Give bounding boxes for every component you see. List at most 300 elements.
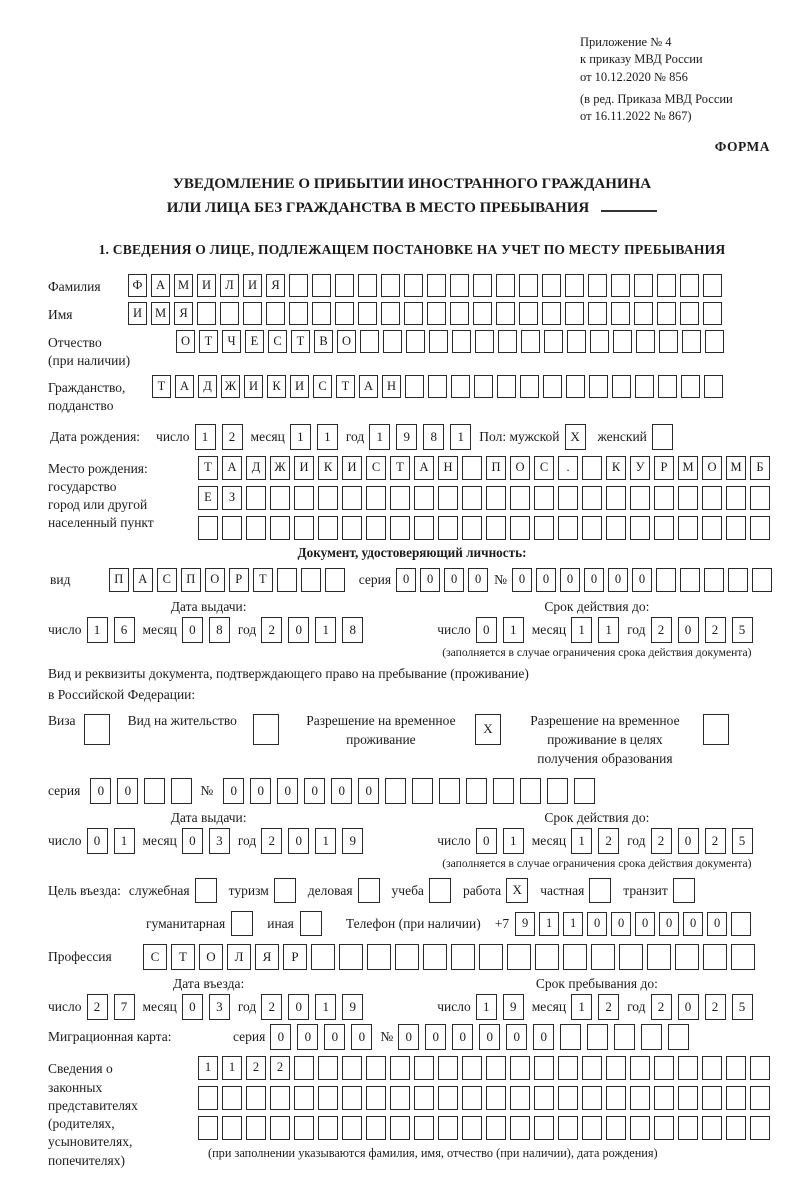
residence-permit-checkbox[interactable] bbox=[253, 714, 279, 745]
grid-cell[interactable]: 0 bbox=[476, 828, 497, 854]
grid-cell[interactable] bbox=[423, 944, 447, 970]
grid-cell[interactable] bbox=[521, 330, 540, 353]
grid-cell[interactable]: 1 bbox=[476, 994, 497, 1020]
grid-cell[interactable]: 2 bbox=[705, 994, 726, 1020]
grid-cell[interactable] bbox=[222, 1086, 242, 1110]
grid-cell[interactable] bbox=[220, 302, 239, 325]
grid-cell[interactable] bbox=[589, 375, 608, 398]
grid-cell[interactable] bbox=[678, 1086, 698, 1110]
grid-cell[interactable]: 1 bbox=[195, 424, 216, 450]
grid-cell[interactable]: 9 bbox=[396, 424, 417, 450]
grid-cell[interactable] bbox=[654, 486, 674, 510]
grid-cell[interactable] bbox=[606, 1116, 626, 1140]
grid-cell[interactable] bbox=[613, 330, 632, 353]
grid-cell[interactable] bbox=[582, 1116, 602, 1140]
grid-cell[interactable]: 0 bbox=[635, 912, 655, 936]
grid-cell[interactable] bbox=[383, 330, 402, 353]
grid-cell[interactable]: Е bbox=[245, 330, 264, 353]
grid-cell[interactable]: Р bbox=[654, 456, 674, 480]
grid-cell[interactable]: 1 bbox=[369, 424, 390, 450]
grid-cell[interactable]: И bbox=[290, 375, 309, 398]
grid-cell[interactable]: Е bbox=[198, 486, 218, 510]
grid-cell[interactable] bbox=[270, 516, 290, 540]
grid-cell[interactable] bbox=[358, 274, 377, 297]
grid-cell[interactable] bbox=[519, 274, 538, 297]
grid-cell[interactable] bbox=[654, 1116, 674, 1140]
grid-cell[interactable] bbox=[750, 1086, 770, 1110]
grid-cell[interactable]: 0 bbox=[223, 778, 244, 804]
grid-cell[interactable] bbox=[367, 944, 391, 970]
grid-cell[interactable] bbox=[412, 778, 433, 804]
purpose-business-checkbox[interactable] bbox=[358, 878, 380, 903]
grid-cell[interactable] bbox=[414, 516, 434, 540]
grid-cell[interactable]: 2 bbox=[222, 424, 243, 450]
grid-cell[interactable] bbox=[611, 274, 630, 297]
grid-cell[interactable] bbox=[731, 912, 751, 936]
grid-cell[interactable] bbox=[703, 274, 722, 297]
grid-cell[interactable] bbox=[438, 1116, 458, 1140]
grid-cell[interactable]: С bbox=[534, 456, 554, 480]
grid-cell[interactable]: Ж bbox=[270, 456, 290, 480]
grid-cell[interactable] bbox=[385, 778, 406, 804]
grid-cell[interactable] bbox=[451, 375, 470, 398]
grid-cell[interactable] bbox=[144, 778, 165, 804]
grid-cell[interactable]: О bbox=[176, 330, 195, 353]
grid-cell[interactable] bbox=[574, 778, 595, 804]
grid-cell[interactable] bbox=[726, 486, 746, 510]
grid-cell[interactable] bbox=[294, 486, 314, 510]
grid-cell[interactable]: 0 bbox=[476, 617, 497, 643]
grid-cell[interactable] bbox=[246, 516, 266, 540]
grid-cell[interactable] bbox=[429, 330, 448, 353]
grid-cell[interactable]: 1 bbox=[571, 828, 592, 854]
grid-cell[interactable] bbox=[277, 568, 297, 592]
grid-cell[interactable] bbox=[520, 375, 539, 398]
grid-cell[interactable] bbox=[675, 944, 699, 970]
grid-cell[interactable] bbox=[358, 302, 377, 325]
grid-cell[interactable] bbox=[390, 1116, 410, 1140]
grid-cell[interactable] bbox=[450, 302, 469, 325]
grid-cell[interactable]: 0 bbox=[611, 912, 631, 936]
grid-cell[interactable]: Т bbox=[198, 456, 218, 480]
grid-cell[interactable] bbox=[681, 375, 700, 398]
grid-cell[interactable]: 0 bbox=[182, 828, 203, 854]
grid-cell[interactable] bbox=[534, 1116, 554, 1140]
grid-cell[interactable] bbox=[318, 1086, 338, 1110]
grid-cell[interactable]: Р bbox=[229, 568, 249, 592]
grid-cell[interactable] bbox=[294, 1056, 314, 1080]
grid-cell[interactable]: И bbox=[342, 456, 362, 480]
grid-cell[interactable]: Н bbox=[438, 456, 458, 480]
grid-cell[interactable]: 2 bbox=[651, 828, 672, 854]
grid-cell[interactable]: 2 bbox=[598, 828, 619, 854]
grid-cell[interactable]: 2 bbox=[87, 994, 108, 1020]
grid-cell[interactable] bbox=[366, 1056, 386, 1080]
grid-cell[interactable]: 2 bbox=[705, 828, 726, 854]
grid-cell[interactable] bbox=[366, 1086, 386, 1110]
grid-cell[interactable] bbox=[728, 568, 748, 592]
grid-cell[interactable]: 5 bbox=[732, 828, 753, 854]
grid-cell[interactable]: Я bbox=[174, 302, 193, 325]
grid-cell[interactable] bbox=[678, 516, 698, 540]
grid-cell[interactable] bbox=[414, 486, 434, 510]
grid-cell[interactable] bbox=[543, 375, 562, 398]
grid-cell[interactable] bbox=[171, 778, 192, 804]
grid-cell[interactable]: 1 bbox=[87, 617, 108, 643]
grid-cell[interactable]: 1 bbox=[503, 828, 524, 854]
grid-cell[interactable]: 0 bbox=[678, 994, 699, 1020]
grid-cell[interactable] bbox=[534, 516, 554, 540]
grid-cell[interactable] bbox=[558, 1056, 578, 1080]
grid-cell[interactable]: Б bbox=[750, 456, 770, 480]
grid-cell[interactable]: 1 bbox=[571, 994, 592, 1020]
grid-cell[interactable] bbox=[587, 1024, 608, 1050]
grid-cell[interactable]: 2 bbox=[261, 617, 282, 643]
grid-cell[interactable]: 1 bbox=[114, 828, 135, 854]
grid-cell[interactable]: 6 bbox=[114, 617, 135, 643]
grid-cell[interactable]: О bbox=[702, 456, 722, 480]
grid-cell[interactable] bbox=[360, 330, 379, 353]
grid-cell[interactable] bbox=[246, 1086, 266, 1110]
grid-cell[interactable] bbox=[342, 1086, 362, 1110]
grid-cell[interactable]: 0 bbox=[277, 778, 298, 804]
grid-cell[interactable] bbox=[606, 486, 626, 510]
grid-cell[interactable] bbox=[614, 1024, 635, 1050]
grid-cell[interactable] bbox=[318, 1116, 338, 1140]
grid-cell[interactable] bbox=[520, 778, 541, 804]
grid-cell[interactable] bbox=[658, 375, 677, 398]
grid-cell[interactable]: К bbox=[318, 456, 338, 480]
grid-cell[interactable]: 1 bbox=[563, 912, 583, 936]
grid-cell[interactable]: 0 bbox=[182, 994, 203, 1020]
purpose-work-checkbox[interactable]: X bbox=[506, 878, 528, 903]
grid-cell[interactable]: 0 bbox=[331, 778, 352, 804]
grid-cell[interactable]: И bbox=[294, 456, 314, 480]
grid-cell[interactable] bbox=[406, 330, 425, 353]
grid-cell[interactable]: 9 bbox=[342, 828, 363, 854]
grid-cell[interactable] bbox=[726, 1056, 746, 1080]
grid-cell[interactable]: С bbox=[268, 330, 287, 353]
grid-cell[interactable] bbox=[312, 274, 331, 297]
grid-cell[interactable]: Ж bbox=[221, 375, 240, 398]
grid-cell[interactable]: 2 bbox=[598, 994, 619, 1020]
grid-cell[interactable]: 1 bbox=[571, 617, 592, 643]
grid-cell[interactable] bbox=[342, 486, 362, 510]
grid-cell[interactable] bbox=[294, 1086, 314, 1110]
grid-cell[interactable]: 0 bbox=[678, 828, 699, 854]
grid-cell[interactable]: 0 bbox=[250, 778, 271, 804]
grid-cell[interactable]: П bbox=[109, 568, 129, 592]
grid-cell[interactable] bbox=[750, 1116, 770, 1140]
grid-cell[interactable]: 7 bbox=[114, 994, 135, 1020]
grid-cell[interactable] bbox=[496, 274, 515, 297]
grid-cell[interactable]: 0 bbox=[479, 1024, 500, 1050]
grid-cell[interactable] bbox=[542, 302, 561, 325]
grid-cell[interactable] bbox=[414, 1056, 434, 1080]
grid-cell[interactable] bbox=[510, 1116, 530, 1140]
grid-cell[interactable] bbox=[534, 1056, 554, 1080]
grid-cell[interactable]: П bbox=[486, 456, 506, 480]
grid-cell[interactable] bbox=[318, 516, 338, 540]
grid-cell[interactable]: 0 bbox=[444, 568, 464, 592]
grid-cell[interactable]: 0 bbox=[678, 617, 699, 643]
temp-permit-checkbox[interactable]: X bbox=[475, 714, 501, 745]
grid-cell[interactable]: Т bbox=[171, 944, 195, 970]
grid-cell[interactable]: 0 bbox=[468, 568, 488, 592]
grid-cell[interactable] bbox=[634, 302, 653, 325]
grid-cell[interactable] bbox=[657, 302, 676, 325]
grid-cell[interactable] bbox=[270, 486, 290, 510]
grid-cell[interactable] bbox=[726, 1086, 746, 1110]
grid-cell[interactable] bbox=[266, 302, 285, 325]
grid-cell[interactable]: А bbox=[175, 375, 194, 398]
grid-cell[interactable]: К bbox=[606, 456, 626, 480]
grid-cell[interactable]: 0 bbox=[587, 912, 607, 936]
grid-cell[interactable] bbox=[678, 1056, 698, 1080]
grid-cell[interactable] bbox=[558, 1086, 578, 1110]
grid-cell[interactable] bbox=[641, 1024, 662, 1050]
grid-cell[interactable] bbox=[560, 1024, 581, 1050]
grid-cell[interactable]: 1 bbox=[539, 912, 559, 936]
grid-cell[interactable] bbox=[702, 516, 722, 540]
grid-cell[interactable]: 1 bbox=[315, 617, 336, 643]
grid-cell[interactable] bbox=[542, 274, 561, 297]
grid-cell[interactable] bbox=[222, 1116, 242, 1140]
grid-cell[interactable]: . bbox=[558, 456, 578, 480]
grid-cell[interactable]: Л bbox=[220, 274, 239, 297]
grid-cell[interactable]: Д bbox=[198, 375, 217, 398]
grid-cell[interactable] bbox=[558, 1116, 578, 1140]
grid-cell[interactable]: 0 bbox=[358, 778, 379, 804]
grid-cell[interactable] bbox=[473, 274, 492, 297]
grid-cell[interactable] bbox=[657, 274, 676, 297]
grid-cell[interactable]: З bbox=[222, 486, 242, 510]
grid-cell[interactable]: А bbox=[222, 456, 242, 480]
grid-cell[interactable] bbox=[462, 516, 482, 540]
grid-cell[interactable] bbox=[702, 1056, 722, 1080]
grid-cell[interactable]: 5 bbox=[732, 617, 753, 643]
grid-cell[interactable]: 0 bbox=[87, 828, 108, 854]
grid-cell[interactable]: 2 bbox=[651, 994, 672, 1020]
grid-cell[interactable]: Т bbox=[152, 375, 171, 398]
grid-cell[interactable] bbox=[750, 486, 770, 510]
grid-cell[interactable] bbox=[390, 516, 410, 540]
grid-cell[interactable]: 9 bbox=[515, 912, 535, 936]
purpose-official-checkbox[interactable] bbox=[195, 878, 217, 903]
grid-cell[interactable]: 8 bbox=[209, 617, 230, 643]
grid-cell[interactable] bbox=[636, 330, 655, 353]
grid-cell[interactable] bbox=[582, 456, 602, 480]
grid-cell[interactable]: 0 bbox=[707, 912, 727, 936]
grid-cell[interactable] bbox=[462, 1116, 482, 1140]
grid-cell[interactable]: О bbox=[337, 330, 356, 353]
grid-cell[interactable]: К bbox=[267, 375, 286, 398]
grid-cell[interactable]: 1 bbox=[598, 617, 619, 643]
grid-cell[interactable] bbox=[342, 1116, 362, 1140]
grid-cell[interactable]: 1 bbox=[222, 1056, 242, 1080]
grid-cell[interactable]: 0 bbox=[425, 1024, 446, 1050]
grid-cell[interactable] bbox=[390, 486, 410, 510]
grid-cell[interactable] bbox=[534, 1086, 554, 1110]
grid-cell[interactable] bbox=[428, 375, 447, 398]
grid-cell[interactable]: 0 bbox=[506, 1024, 527, 1050]
grid-cell[interactable] bbox=[534, 486, 554, 510]
grid-cell[interactable]: 2 bbox=[246, 1056, 266, 1080]
grid-cell[interactable]: У bbox=[630, 456, 650, 480]
grid-cell[interactable]: Я bbox=[266, 274, 285, 297]
grid-cell[interactable] bbox=[339, 944, 363, 970]
grid-cell[interactable] bbox=[462, 456, 482, 480]
grid-cell[interactable]: 1 bbox=[317, 424, 338, 450]
grid-cell[interactable] bbox=[647, 944, 671, 970]
grid-cell[interactable] bbox=[335, 302, 354, 325]
grid-cell[interactable] bbox=[510, 516, 530, 540]
grid-cell[interactable]: 3 bbox=[209, 994, 230, 1020]
grid-cell[interactable] bbox=[547, 778, 568, 804]
grid-cell[interactable] bbox=[438, 516, 458, 540]
grid-cell[interactable] bbox=[473, 302, 492, 325]
grid-cell[interactable]: А bbox=[359, 375, 378, 398]
grid-cell[interactable]: 2 bbox=[705, 617, 726, 643]
grid-cell[interactable]: А bbox=[414, 456, 434, 480]
grid-cell[interactable] bbox=[486, 516, 506, 540]
grid-cell[interactable]: Д bbox=[246, 456, 266, 480]
grid-cell[interactable] bbox=[630, 1116, 650, 1140]
grid-cell[interactable]: Т bbox=[253, 568, 273, 592]
grid-cell[interactable] bbox=[486, 486, 506, 510]
grid-cell[interactable] bbox=[588, 274, 607, 297]
visa-checkbox[interactable] bbox=[84, 714, 110, 745]
grid-cell[interactable] bbox=[703, 302, 722, 325]
grid-cell[interactable] bbox=[582, 1056, 602, 1080]
grid-cell[interactable] bbox=[366, 486, 386, 510]
grid-cell[interactable] bbox=[222, 516, 242, 540]
grid-cell[interactable] bbox=[656, 568, 676, 592]
grid-cell[interactable]: Т bbox=[336, 375, 355, 398]
grid-cell[interactable] bbox=[404, 274, 423, 297]
grid-cell[interactable] bbox=[198, 516, 218, 540]
grid-cell[interactable]: О bbox=[205, 568, 225, 592]
grid-cell[interactable] bbox=[702, 486, 722, 510]
grid-cell[interactable] bbox=[731, 944, 755, 970]
grid-cell[interactable] bbox=[427, 302, 446, 325]
grid-cell[interactable]: Л bbox=[227, 944, 251, 970]
grid-cell[interactable] bbox=[752, 568, 772, 592]
grid-cell[interactable]: Т bbox=[199, 330, 218, 353]
grid-cell[interactable] bbox=[246, 1116, 266, 1140]
grid-cell[interactable]: 0 bbox=[683, 912, 703, 936]
grid-cell[interactable] bbox=[438, 1086, 458, 1110]
grid-cell[interactable] bbox=[198, 1086, 218, 1110]
grid-cell[interactable]: 0 bbox=[90, 778, 111, 804]
grid-cell[interactable] bbox=[466, 778, 487, 804]
grid-cell[interactable] bbox=[582, 1086, 602, 1110]
grid-cell[interactable] bbox=[438, 1056, 458, 1080]
grid-cell[interactable] bbox=[630, 516, 650, 540]
purpose-other-checkbox[interactable] bbox=[300, 911, 322, 936]
grid-cell[interactable]: 5 bbox=[732, 994, 753, 1020]
grid-cell[interactable]: С bbox=[143, 944, 167, 970]
grid-cell[interactable] bbox=[381, 302, 400, 325]
grid-cell[interactable] bbox=[479, 944, 503, 970]
grid-cell[interactable] bbox=[486, 1086, 506, 1110]
grid-cell[interactable]: 0 bbox=[632, 568, 652, 592]
grid-cell[interactable] bbox=[704, 375, 723, 398]
grid-cell[interactable] bbox=[702, 1116, 722, 1140]
grid-cell[interactable]: 1 bbox=[315, 828, 336, 854]
grid-cell[interactable] bbox=[582, 516, 602, 540]
grid-cell[interactable]: 2 bbox=[651, 617, 672, 643]
grid-cell[interactable] bbox=[404, 302, 423, 325]
purpose-humanitarian-checkbox[interactable] bbox=[231, 911, 253, 936]
grid-cell[interactable]: 0 bbox=[288, 617, 309, 643]
grid-cell[interactable]: 0 bbox=[584, 568, 604, 592]
grid-cell[interactable]: 0 bbox=[297, 1024, 318, 1050]
grid-cell[interactable] bbox=[680, 274, 699, 297]
grid-cell[interactable]: М bbox=[678, 456, 698, 480]
edu-permit-checkbox[interactable] bbox=[703, 714, 729, 745]
grid-cell[interactable]: Ч bbox=[222, 330, 241, 353]
grid-cell[interactable] bbox=[497, 375, 516, 398]
grid-cell[interactable] bbox=[659, 330, 678, 353]
grid-cell[interactable]: И bbox=[128, 302, 147, 325]
grid-cell[interactable] bbox=[414, 1086, 434, 1110]
grid-cell[interactable] bbox=[438, 486, 458, 510]
grid-cell[interactable]: 8 bbox=[342, 617, 363, 643]
grid-cell[interactable]: 8 bbox=[423, 424, 444, 450]
grid-cell[interactable] bbox=[390, 1056, 410, 1080]
grid-cell[interactable]: 0 bbox=[270, 1024, 291, 1050]
grid-cell[interactable] bbox=[703, 944, 727, 970]
grid-cell[interactable] bbox=[565, 302, 584, 325]
grid-cell[interactable] bbox=[635, 375, 654, 398]
grid-cell[interactable] bbox=[301, 568, 321, 592]
grid-cell[interactable] bbox=[582, 486, 602, 510]
grid-cell[interactable] bbox=[294, 1116, 314, 1140]
purpose-transit-checkbox[interactable] bbox=[673, 878, 695, 903]
grid-cell[interactable] bbox=[289, 302, 308, 325]
purpose-private-checkbox[interactable] bbox=[589, 878, 611, 903]
grid-cell[interactable]: 0 bbox=[398, 1024, 419, 1050]
grid-cell[interactable] bbox=[682, 330, 701, 353]
grid-cell[interactable] bbox=[606, 1056, 626, 1080]
grid-cell[interactable]: 0 bbox=[452, 1024, 473, 1050]
grid-cell[interactable] bbox=[342, 1056, 362, 1080]
grid-cell[interactable]: 0 bbox=[351, 1024, 372, 1050]
grid-cell[interactable] bbox=[335, 274, 354, 297]
grid-cell[interactable] bbox=[452, 330, 471, 353]
grid-cell[interactable] bbox=[366, 516, 386, 540]
grid-cell[interactable]: М bbox=[726, 456, 746, 480]
grid-cell[interactable] bbox=[414, 1116, 434, 1140]
grid-cell[interactable]: П bbox=[181, 568, 201, 592]
grid-cell[interactable] bbox=[558, 486, 578, 510]
grid-cell[interactable]: С bbox=[157, 568, 177, 592]
grid-cell[interactable] bbox=[544, 330, 563, 353]
grid-cell[interactable] bbox=[704, 568, 724, 592]
grid-cell[interactable] bbox=[366, 1116, 386, 1140]
purpose-tourism-checkbox[interactable] bbox=[274, 878, 296, 903]
grid-cell[interactable] bbox=[654, 516, 674, 540]
grid-cell[interactable] bbox=[519, 302, 538, 325]
grid-cell[interactable] bbox=[680, 568, 700, 592]
grid-cell[interactable] bbox=[496, 302, 515, 325]
grid-cell[interactable] bbox=[654, 1056, 674, 1080]
grid-cell[interactable]: 0 bbox=[420, 568, 440, 592]
grid-cell[interactable]: 3 bbox=[209, 828, 230, 854]
grid-cell[interactable]: 9 bbox=[342, 994, 363, 1020]
grid-cell[interactable] bbox=[612, 375, 631, 398]
